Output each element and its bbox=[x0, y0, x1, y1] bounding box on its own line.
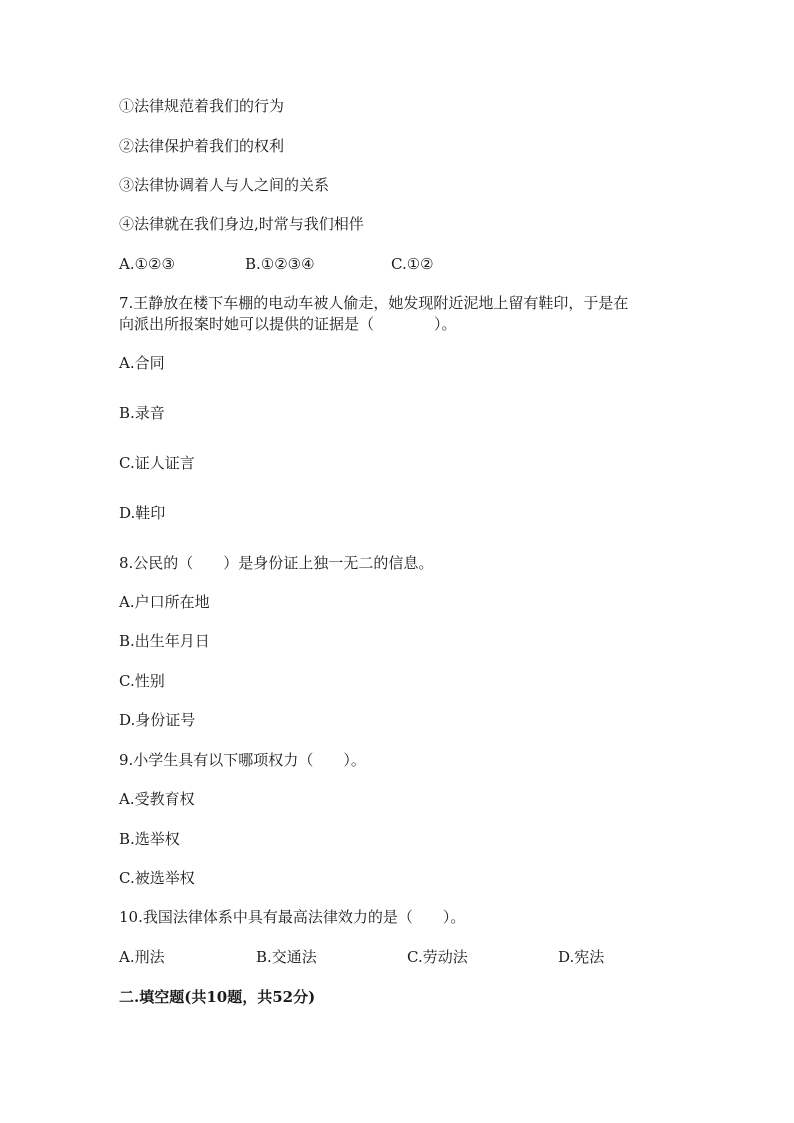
q7-option-a: A.合同 bbox=[119, 354, 165, 372]
q7-option-d: D.鞋印 bbox=[119, 504, 166, 522]
q6-option-c: C.①② bbox=[391, 255, 434, 273]
q8-option-c: C.性别 bbox=[119, 672, 165, 690]
statement-1: ①法律规范着我们的行为 bbox=[119, 97, 285, 115]
statement-4: ④法律就在我们身边,时常与我们相伴 bbox=[119, 215, 364, 233]
q7-option-b: B.录音 bbox=[119, 404, 165, 422]
q8-option-d: D.身份证号 bbox=[119, 711, 196, 729]
q9-option-b: B.选举权 bbox=[119, 830, 180, 848]
q10-option-c: C.劳动法 bbox=[407, 948, 468, 966]
q9-option-c: C.被选举权 bbox=[119, 869, 195, 887]
q7-stem-line2: 向派出所报案时她可以提供的证据是（ ）。 bbox=[119, 315, 457, 333]
q9-option-a: A.受教育权 bbox=[119, 790, 195, 808]
q10-stem: 10.我国法律体系中具有最高法律效力的是（ ）。 bbox=[119, 908, 466, 926]
section-title: 二.填空题(共10题，共52分) bbox=[119, 988, 316, 1006]
q6-option-b: B.①②③④ bbox=[245, 255, 315, 273]
q10-option-a: A.刑法 bbox=[119, 948, 165, 966]
statement-2: ②法律保护着我们的权利 bbox=[119, 137, 285, 155]
q8-option-a: A.户口所在地 bbox=[119, 593, 210, 611]
q8-option-b: B.出生年月日 bbox=[119, 632, 210, 650]
statement-3: ③法律协调着人与人之间的关系 bbox=[119, 176, 330, 194]
q7-stem-line1: 7.王静放在楼下车棚的电动车被人偷走，她发现附近泥地上留有鞋印，于是在 bbox=[119, 294, 629, 312]
q9-stem: 9.小学生具有以下哪项权力（ ）。 bbox=[119, 751, 366, 769]
q8-stem: 8.公民的（ ）是身份证上独一无二的信息。 bbox=[119, 554, 434, 572]
q10-option-d: D.宪法 bbox=[558, 948, 605, 966]
q7-option-c: C.证人证言 bbox=[119, 454, 195, 472]
q6-option-a: A.①②③ bbox=[119, 255, 175, 273]
q10-option-b: B.交通法 bbox=[256, 948, 317, 966]
